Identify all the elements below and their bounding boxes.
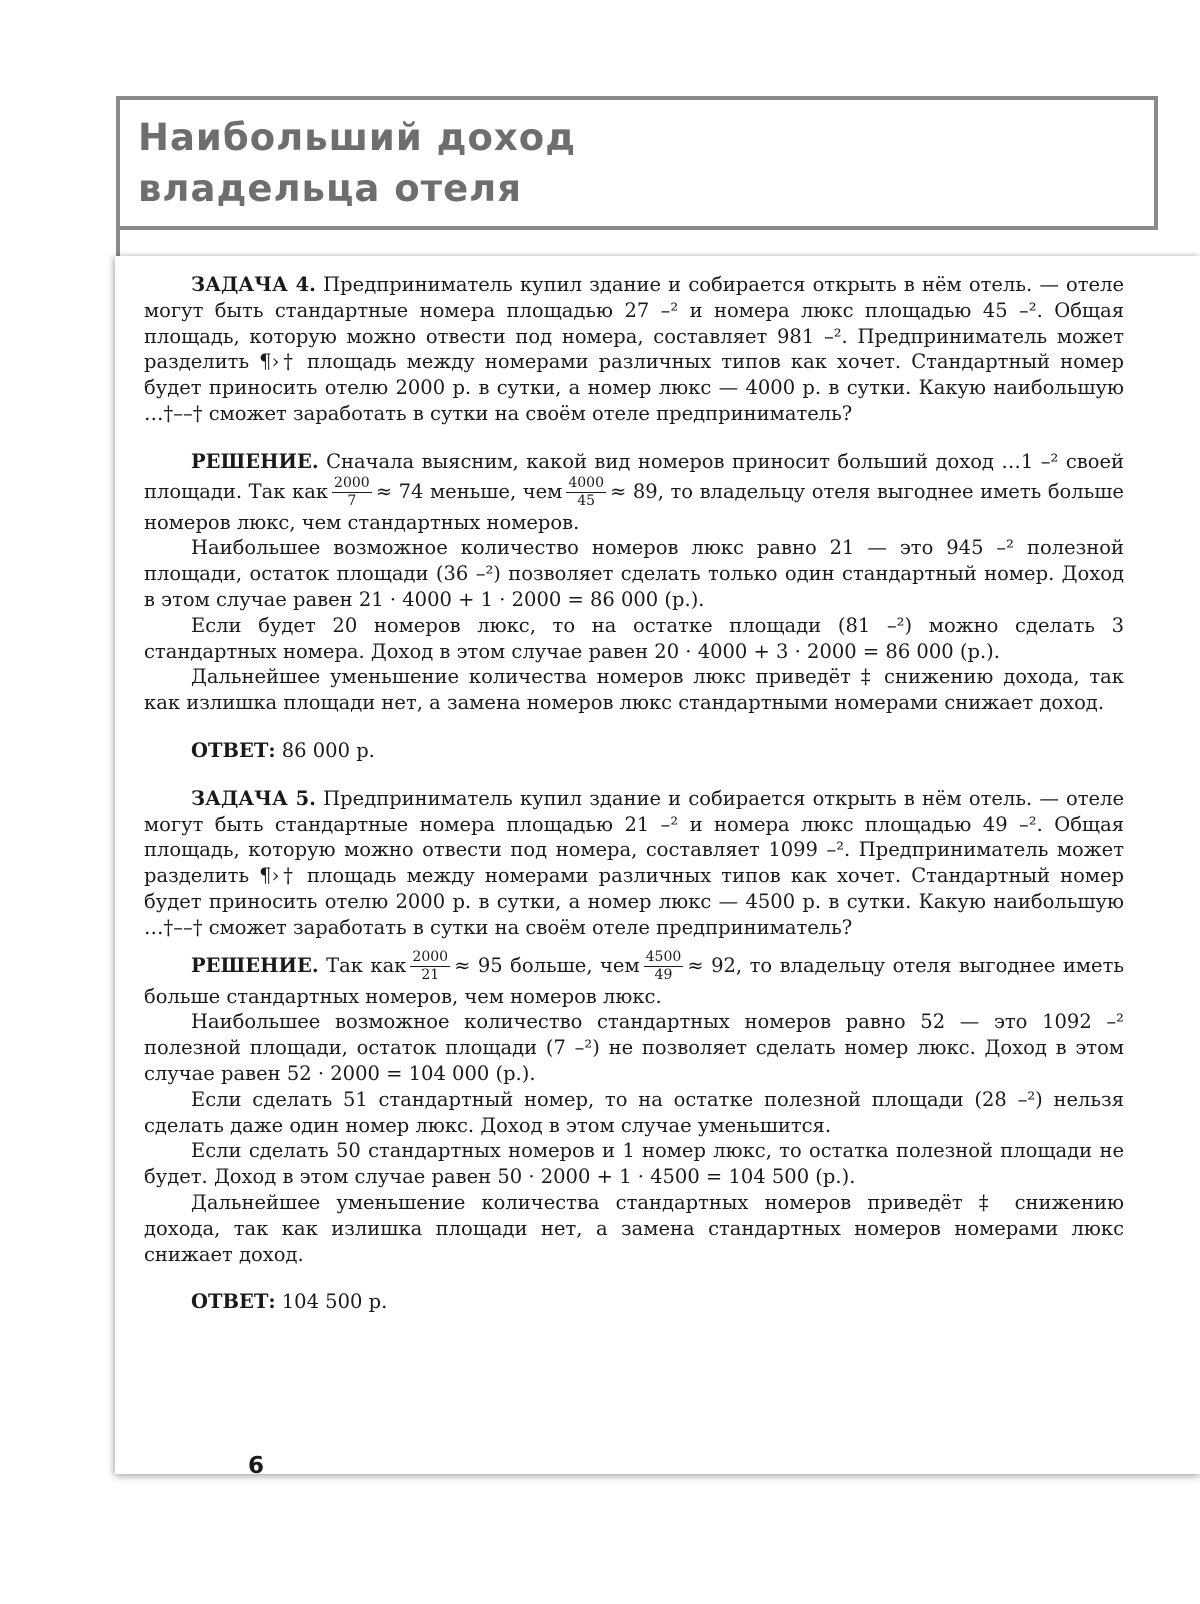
- task5-fraction-1: [410, 949, 450, 984]
- task4-fraction-2: [566, 475, 606, 510]
- task5-fraction-1-num: 2000: [412, 948, 449, 965]
- page-title: [138, 112, 576, 214]
- title-connector: [116, 230, 120, 256]
- task5-solution-intro: [144, 949, 1124, 1010]
- task5-fraction-1-den: 21: [421, 966, 440, 983]
- task4-solution-text-c: ≈ 89, то владельцу отеля выгоднее иметь больше номеров люкс, чем стандартных номеров.: [144, 479, 1124, 534]
- task5-text: Предприниматель купил здание и собирается открыть в нём отель. — отеле могут быть стандартные номера площадью 21 –² и номера люкс площадью 49 –². Общая площадь, которую можно отвести под номера, составляет 1099 –². Предприниматель может разделить ¶›† площадь между номерами различных типов как хочет. Стандартный номер будет приносить отелю 2000 р. в сутки, а номер люкс — 4500 р. в сутки. Какую наибольшую …†––† сможет заработать в сутки на своём отеле предприниматель?: [144, 786, 1125, 939]
- task5-fraction-2: [644, 949, 684, 984]
- task4-label: ЗАДАЧА 4.: [191, 273, 316, 296]
- task5-paragraph-3: Если сделать 51 стандартный номер, то на остатке полезной площади (28 –²) нельзя сделать даже один номер люкс. Доход в этом случае уменьшится.: [144, 1087, 1124, 1137]
- task5-fraction-2-den: 49: [654, 966, 673, 983]
- task5-statement: [144, 786, 1124, 941]
- task5-answer-value: 104 500 р.: [281, 1290, 388, 1314]
- content: [144, 272, 1124, 1315]
- task4-text: Предприниматель купил здание и собирается открыть в нём отель. — отеле могут быть стандартные номера площадью 27 –² и номера люкс площадью 45 –². Общая площадь, которую можно отвести под номера, составляет 981 –². Предприниматель может разделить ¶›† площадь между номерами различных типов как хочет. Стандартный номер будет приносить отелю 2000 р. в сутки, а номер люкс — 4000 р. в сутки. Какую наибольшую …†––† сможет заработать в сутки на своём отеле предприниматель?: [144, 273, 1125, 425]
- task4-paragraph-3: Если будет 20 номеров люкс, то на остатке площади (81 –²) можно сделать 3 стандартных номера. Доход в этом случае равен 20 · 4000 + 3 · 2000 = 86 000 (р.).: [144, 613, 1124, 663]
- task4-fraction-2-num: 4000: [568, 474, 604, 491]
- task4-answer-value: 86 000 р.: [281, 738, 375, 762]
- task5-paragraph-4: Если сделать 50 стандартных номеров и 1 номер люкс, то остатка полезной площади не будет. Доход в этом случае равен 50 · 2000 + 1 · 4500 = 104 500 (р.).: [144, 1139, 1124, 1189]
- task4-solution-text-a: Сначала выясним, какой вид номеров приносит больший доход …1 –² своей площади. Так как: [144, 449, 1125, 503]
- task5-fraction-2-num: 4500: [645, 948, 682, 965]
- task4-fraction-1-num: 2000: [334, 474, 370, 491]
- task5-paragraph-5: Дальнейшее уменьшение количества стандартных номеров приведёт ‡ снижению дохода, так как излишка площади нет, а замена стандартных номеров номерами люкс снижает доход.: [144, 1190, 1124, 1266]
- task5-label: ЗАДАЧА 5.: [191, 786, 316, 810]
- page-number: 6: [248, 1453, 265, 1479]
- task5-answer-label: ОТВЕТ:: [191, 1290, 276, 1314]
- task5-solution-text-b: ≈ 95 больше, чем: [454, 953, 640, 977]
- task4-fraction-1: [332, 475, 372, 510]
- page-title-line-2: владельца отеля: [138, 167, 523, 210]
- task5-solution-label: РЕШЕНИЕ.: [191, 953, 319, 977]
- task4-answer: [144, 738, 1124, 764]
- task4-paragraph-4: Дальнейшее уменьшение количества номеров люкс приведёт ‡ снижению дохода, так как излишка площади нет, а замена номеров люкс стандартными номерами снижает доход.: [144, 665, 1124, 715]
- task5-paragraph-2: Наибольшее возможное количество стандартных номеров равно 52 — это 1092 –² полезной площади, остаток площади (7 –²) не позволяет сделать номер люкс. Доход в этом случае равен 52 · 2000 = 104 000 (р.).: [144, 1010, 1124, 1085]
- task4-solution-label: РЕШЕНИЕ.: [191, 449, 319, 473]
- task4-solution-intro: [144, 449, 1124, 536]
- page-title-line-1: Наибольший доход: [138, 116, 577, 159]
- task4-answer-label: ОТВЕТ:: [191, 738, 276, 762]
- title-box: [116, 96, 1158, 230]
- task4-paragraph-2: Наибольшее возможное количество номеров люкс равно 21 — это 945 –² полезной площади, остаток площади (36 –²) позволяет сделать только один стандартный номер. Доход в этом случае равен 21 · 4000 + 1 · 2000 = 86 000 (р.).: [144, 536, 1124, 611]
- task5-answer: [144, 1289, 1124, 1315]
- task5-solution-text-a: Так как: [326, 953, 407, 977]
- task5-solution-text-c: ≈ 92, то владельцу отеля выгоднее иметь больше стандартных номеров, чем номеров люкс.: [144, 953, 1124, 1008]
- task4-fraction-1-den: 7: [347, 492, 357, 509]
- task4-statement: [144, 272, 1124, 427]
- task4-fraction-2-den: 45: [577, 492, 596, 509]
- task4-solution-text-b: ≈ 74 меньше, чем: [375, 479, 563, 503]
